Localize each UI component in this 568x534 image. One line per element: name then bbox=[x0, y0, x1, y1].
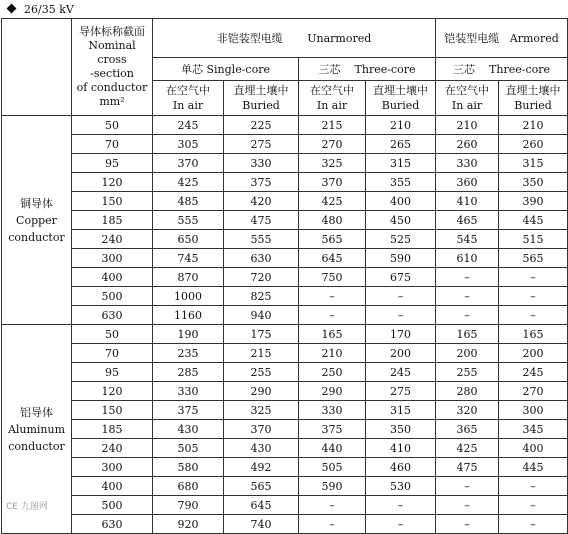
ampacity-cell: 375 bbox=[153, 401, 224, 420]
size-cell: 400 bbox=[72, 268, 153, 287]
ampacity-cell: 290 bbox=[224, 382, 299, 401]
ampacity-cell: 345 bbox=[499, 420, 568, 439]
buried-en: Buried bbox=[242, 99, 280, 112]
ampacity-cell: 330 bbox=[153, 382, 224, 401]
size-cell: 300 bbox=[72, 249, 153, 268]
ampacity-cell: 505 bbox=[299, 458, 366, 477]
ampacity-cell: 425 bbox=[436, 439, 499, 458]
in-air-cn: 在空气中 bbox=[310, 84, 354, 97]
ampacity-cell: – bbox=[499, 496, 568, 515]
ampacity-cell: 280 bbox=[436, 382, 499, 401]
ampacity-cell: – bbox=[436, 477, 499, 496]
size-cell: 500 bbox=[72, 496, 153, 515]
ampacity-cell: 215 bbox=[299, 116, 366, 135]
header-single-core: 单芯 Single-core bbox=[153, 58, 299, 81]
size-cell: 50 bbox=[72, 116, 153, 135]
table-row bbox=[2, 325, 568, 344]
in-air-en: In air bbox=[316, 99, 348, 112]
ampacity-cell: 580 bbox=[153, 458, 224, 477]
size-cell: 95 bbox=[72, 154, 153, 173]
ampacity-cell: 790 bbox=[153, 496, 224, 515]
ampacity-cell: – bbox=[299, 496, 366, 515]
table-row bbox=[2, 382, 568, 401]
header-size-en-1: Nominal cross bbox=[88, 39, 136, 66]
ampacity-cell: 630 bbox=[224, 249, 299, 268]
table-row bbox=[2, 344, 568, 363]
table-row bbox=[2, 268, 568, 287]
ampacity-cell: – bbox=[436, 268, 499, 287]
ampacity-cell: – bbox=[499, 287, 568, 306]
ampacity-cell: 305 bbox=[153, 135, 224, 154]
ampacity-cell: 370 bbox=[224, 420, 299, 439]
header-size-en-3: of conductor bbox=[76, 81, 148, 94]
copper-label-en-1: Copper bbox=[16, 213, 57, 227]
ampacity-cell: 255 bbox=[224, 363, 299, 382]
ampacity-cell: 175 bbox=[224, 325, 299, 344]
ampacity-cell: 460 bbox=[366, 458, 436, 477]
ampacity-cell: – bbox=[366, 515, 436, 534]
header-size-unit: mm² bbox=[99, 95, 125, 108]
size-cell: 500 bbox=[72, 287, 153, 306]
ampacity-cell: 370 bbox=[299, 173, 366, 192]
ampacity-cell: 270 bbox=[499, 382, 568, 401]
ampacity-cell: 165 bbox=[436, 325, 499, 344]
ampacity-cell: 365 bbox=[436, 420, 499, 439]
ampacity-cell: 545 bbox=[436, 230, 499, 249]
size-cell: 150 bbox=[72, 192, 153, 211]
ampacity-cell: 300 bbox=[499, 401, 568, 420]
table-row bbox=[2, 496, 568, 515]
header-armored-cn: 铠装型电缆 bbox=[444, 31, 500, 45]
size-cell: 630 bbox=[72, 515, 153, 534]
ampacity-cell: 485 bbox=[153, 192, 224, 211]
ampacity-cell: 555 bbox=[153, 211, 224, 230]
ampacity-cell: 350 bbox=[366, 420, 436, 439]
header-three-core-armored: 三芯 Three-core bbox=[436, 58, 568, 81]
ampacity-cell: 870 bbox=[153, 268, 224, 287]
ampacity-cell: 215 bbox=[224, 344, 299, 363]
ampacity-cell: – bbox=[299, 306, 366, 325]
ampacity-cell: 680 bbox=[153, 477, 224, 496]
aluminum-label-cn: 铝导体 bbox=[20, 405, 53, 419]
header-unarmored-cn: 非铠装型电缆 bbox=[216, 31, 283, 45]
ampacity-cell: 505 bbox=[153, 439, 224, 458]
ampacity-cell: 445 bbox=[499, 458, 568, 477]
ampacity-cell: 425 bbox=[153, 173, 224, 192]
ampacity-cell: 260 bbox=[436, 135, 499, 154]
ampacity-cell: 565 bbox=[224, 477, 299, 496]
ampacity-cell: – bbox=[436, 515, 499, 534]
ampacity-cell: – bbox=[299, 287, 366, 306]
ampacity-cell: 315 bbox=[499, 154, 568, 173]
ampacity-cell: 255 bbox=[436, 363, 499, 382]
ampacity-cell: 492 bbox=[224, 458, 299, 477]
header-corner-cell bbox=[2, 19, 72, 116]
size-cell: 300 bbox=[72, 458, 153, 477]
size-cell: 240 bbox=[72, 230, 153, 249]
ampacity-cell: 265 bbox=[366, 135, 436, 154]
in-air-en: In air bbox=[451, 99, 483, 112]
table-row bbox=[2, 515, 568, 534]
header-row-1 bbox=[2, 19, 568, 58]
header-buried bbox=[224, 81, 299, 116]
voltage-title-text: 26/35 kV bbox=[24, 3, 74, 16]
ampacity-cell: 165 bbox=[499, 325, 568, 344]
ampacity-cell: 410 bbox=[436, 192, 499, 211]
ampacity-cell: 565 bbox=[299, 230, 366, 249]
ampacity-cell: 720 bbox=[224, 268, 299, 287]
table-row bbox=[2, 420, 568, 439]
size-cell: 400 bbox=[72, 477, 153, 496]
table-row bbox=[2, 116, 568, 135]
ampacity-cell: 750 bbox=[299, 268, 366, 287]
table-row bbox=[2, 192, 568, 211]
ampacity-cell: 245 bbox=[366, 363, 436, 382]
ampacity-cell: 330 bbox=[299, 401, 366, 420]
ampacity-cell: 1000 bbox=[153, 287, 224, 306]
size-cell: 240 bbox=[72, 439, 153, 458]
copper-label-cn: 铜导体 bbox=[20, 196, 53, 210]
ampacity-cell: 325 bbox=[224, 401, 299, 420]
ampacity-cell: 920 bbox=[153, 515, 224, 534]
ampacity-cell: 375 bbox=[224, 173, 299, 192]
ampacity-cell: 390 bbox=[499, 192, 568, 211]
header-buried bbox=[499, 81, 568, 116]
ampacity-cell: 825 bbox=[224, 287, 299, 306]
ampacity-cell: 270 bbox=[299, 135, 366, 154]
ampacity-cell: 285 bbox=[153, 363, 224, 382]
ampacity-cell: 400 bbox=[499, 439, 568, 458]
ampacity-cell: 740 bbox=[224, 515, 299, 534]
size-cell: 95 bbox=[72, 363, 153, 382]
ampacity-cell: 475 bbox=[436, 458, 499, 477]
size-cell: 70 bbox=[72, 135, 153, 154]
copper-label-en-2: conductor bbox=[8, 230, 65, 244]
ampacity-cell: 590 bbox=[299, 477, 366, 496]
size-cell: 185 bbox=[72, 211, 153, 230]
ampacity-cell: 210 bbox=[436, 116, 499, 135]
header-unarmored bbox=[153, 19, 436, 58]
table-row bbox=[2, 230, 568, 249]
table-row bbox=[2, 458, 568, 477]
ampacity-cell: 325 bbox=[299, 154, 366, 173]
buried-cn: 直埋土壤中 bbox=[233, 84, 289, 97]
ampacity-cell: 410 bbox=[366, 439, 436, 458]
copper-conductor-label bbox=[2, 116, 72, 325]
ampacity-cell: 200 bbox=[436, 344, 499, 363]
ampacity-cell: 645 bbox=[224, 496, 299, 515]
ampacity-cell: – bbox=[366, 496, 436, 515]
header-armored-en: Armored bbox=[509, 31, 559, 45]
ampacity-cell: 320 bbox=[436, 401, 499, 420]
ampacity-cell: 475 bbox=[224, 211, 299, 230]
ampacity-cell: 210 bbox=[366, 116, 436, 135]
in-air-cn: 在空气中 bbox=[445, 84, 490, 97]
ampacity-cell: 370 bbox=[153, 154, 224, 173]
ampacity-cell: 165 bbox=[299, 325, 366, 344]
ampacity-cell: 245 bbox=[153, 116, 224, 135]
table-row bbox=[2, 135, 568, 154]
ampacity-cell: 610 bbox=[436, 249, 499, 268]
ampacity-cell: 940 bbox=[224, 306, 299, 325]
ampacity-cell: 315 bbox=[366, 154, 436, 173]
header-armored bbox=[436, 19, 568, 58]
ampacity-cell: 590 bbox=[366, 249, 436, 268]
ampacity-cell: 250 bbox=[299, 363, 366, 382]
ampacity-cell: – bbox=[436, 306, 499, 325]
ampacity-cell: 200 bbox=[499, 344, 568, 363]
size-cell: 70 bbox=[72, 344, 153, 363]
table-row bbox=[2, 477, 568, 496]
header-size-en-2: -section bbox=[90, 67, 134, 80]
ampacity-cell: 465 bbox=[436, 211, 499, 230]
table-row bbox=[2, 306, 568, 325]
table-row bbox=[2, 154, 568, 173]
ampacity-cell: 245 bbox=[499, 363, 568, 382]
table-row bbox=[2, 439, 568, 458]
header-unarmored-en: Unarmored bbox=[307, 31, 372, 45]
ampacity-cell: 190 bbox=[153, 325, 224, 344]
ampacity-cell: – bbox=[299, 515, 366, 534]
header-size-cell bbox=[72, 19, 153, 116]
ampacity-cell: – bbox=[366, 287, 436, 306]
ampacity-cell: 260 bbox=[499, 135, 568, 154]
ampacity-cell: 650 bbox=[153, 230, 224, 249]
ampacity-cell: 330 bbox=[436, 154, 499, 173]
ampacity-cell: 525 bbox=[366, 230, 436, 249]
diamond-bullet-icon bbox=[7, 4, 17, 14]
table-row bbox=[2, 287, 568, 306]
ampacity-cell: – bbox=[499, 477, 568, 496]
buried-cn: 直埋土壤中 bbox=[505, 84, 561, 97]
ampacity-cell: 210 bbox=[299, 344, 366, 363]
ampacity-cell: 360 bbox=[436, 173, 499, 192]
in-air-en: In air bbox=[172, 99, 204, 112]
ampacity-cell: 420 bbox=[224, 192, 299, 211]
ampacity-cell: 445 bbox=[499, 211, 568, 230]
size-cell: 120 bbox=[72, 382, 153, 401]
table-row bbox=[2, 173, 568, 192]
ampacity-cell: – bbox=[366, 306, 436, 325]
ampacity-cell: 290 bbox=[299, 382, 366, 401]
ampacity-cell: – bbox=[499, 268, 568, 287]
aluminum-label-en-2: conductor bbox=[8, 439, 65, 453]
size-cell: 120 bbox=[72, 173, 153, 192]
ampacity-cell: 350 bbox=[499, 173, 568, 192]
ampacity-cell: – bbox=[436, 287, 499, 306]
ampacity-cell: 425 bbox=[299, 192, 366, 211]
ampacity-cell: 170 bbox=[366, 325, 436, 344]
buried-en: Buried bbox=[514, 99, 552, 112]
header-in-air bbox=[299, 81, 366, 116]
ampacity-table bbox=[1, 18, 568, 534]
size-cell: 630 bbox=[72, 306, 153, 325]
header-in-air bbox=[436, 81, 499, 116]
size-cell: 150 bbox=[72, 401, 153, 420]
header-size-cn: 导体标称截面 bbox=[79, 25, 145, 38]
ampacity-cell: 275 bbox=[224, 135, 299, 154]
header-in-air bbox=[153, 81, 224, 116]
header-three-core-unarmored: 三芯 Three-core bbox=[299, 58, 436, 81]
ampacity-cell: 225 bbox=[224, 116, 299, 135]
ampacity-cell: 355 bbox=[366, 173, 436, 192]
buried-en: Buried bbox=[381, 99, 420, 112]
ampacity-cell: 645 bbox=[299, 249, 366, 268]
ampacity-cell: 565 bbox=[499, 249, 568, 268]
ampacity-cell: – bbox=[499, 306, 568, 325]
ampacity-cell: 375 bbox=[299, 420, 366, 439]
ampacity-cell: 330 bbox=[224, 154, 299, 173]
ampacity-cell: 235 bbox=[153, 344, 224, 363]
ampacity-cell: 1160 bbox=[153, 306, 224, 325]
size-cell: 50 bbox=[72, 325, 153, 344]
in-air-cn: 在空气中 bbox=[166, 84, 210, 97]
ampacity-cell: 515 bbox=[499, 230, 568, 249]
ampacity-cell: – bbox=[436, 496, 499, 515]
header-buried bbox=[366, 81, 436, 116]
ampacity-cell: 315 bbox=[366, 401, 436, 420]
ampacity-cell: 530 bbox=[366, 477, 436, 496]
ampacity-cell: 555 bbox=[224, 230, 299, 249]
ampacity-cell: 275 bbox=[366, 382, 436, 401]
ampacity-cell: 400 bbox=[366, 192, 436, 211]
ampacity-cell: 430 bbox=[224, 439, 299, 458]
voltage-title bbox=[4, 2, 74, 18]
table-row bbox=[2, 249, 568, 268]
ampacity-cell: 430 bbox=[153, 420, 224, 439]
table-row bbox=[2, 211, 568, 230]
ampacity-cell: 745 bbox=[153, 249, 224, 268]
ampacity-cell: – bbox=[499, 515, 568, 534]
table-row bbox=[2, 363, 568, 382]
ampacity-cell: 450 bbox=[366, 211, 436, 230]
ampacity-cell: 210 bbox=[499, 116, 568, 135]
ampacity-cell: 200 bbox=[366, 344, 436, 363]
ampacity-cell: 440 bbox=[299, 439, 366, 458]
table-row bbox=[2, 401, 568, 420]
size-cell: 185 bbox=[72, 420, 153, 439]
buried-cn: 直埋土壤中 bbox=[373, 84, 429, 97]
ampacity-cell: 480 bbox=[299, 211, 366, 230]
ampacity-cell: 675 bbox=[366, 268, 436, 287]
watermark: CE 九图网 bbox=[6, 502, 48, 512]
aluminum-label-en-1: Aluminum bbox=[7, 422, 66, 436]
